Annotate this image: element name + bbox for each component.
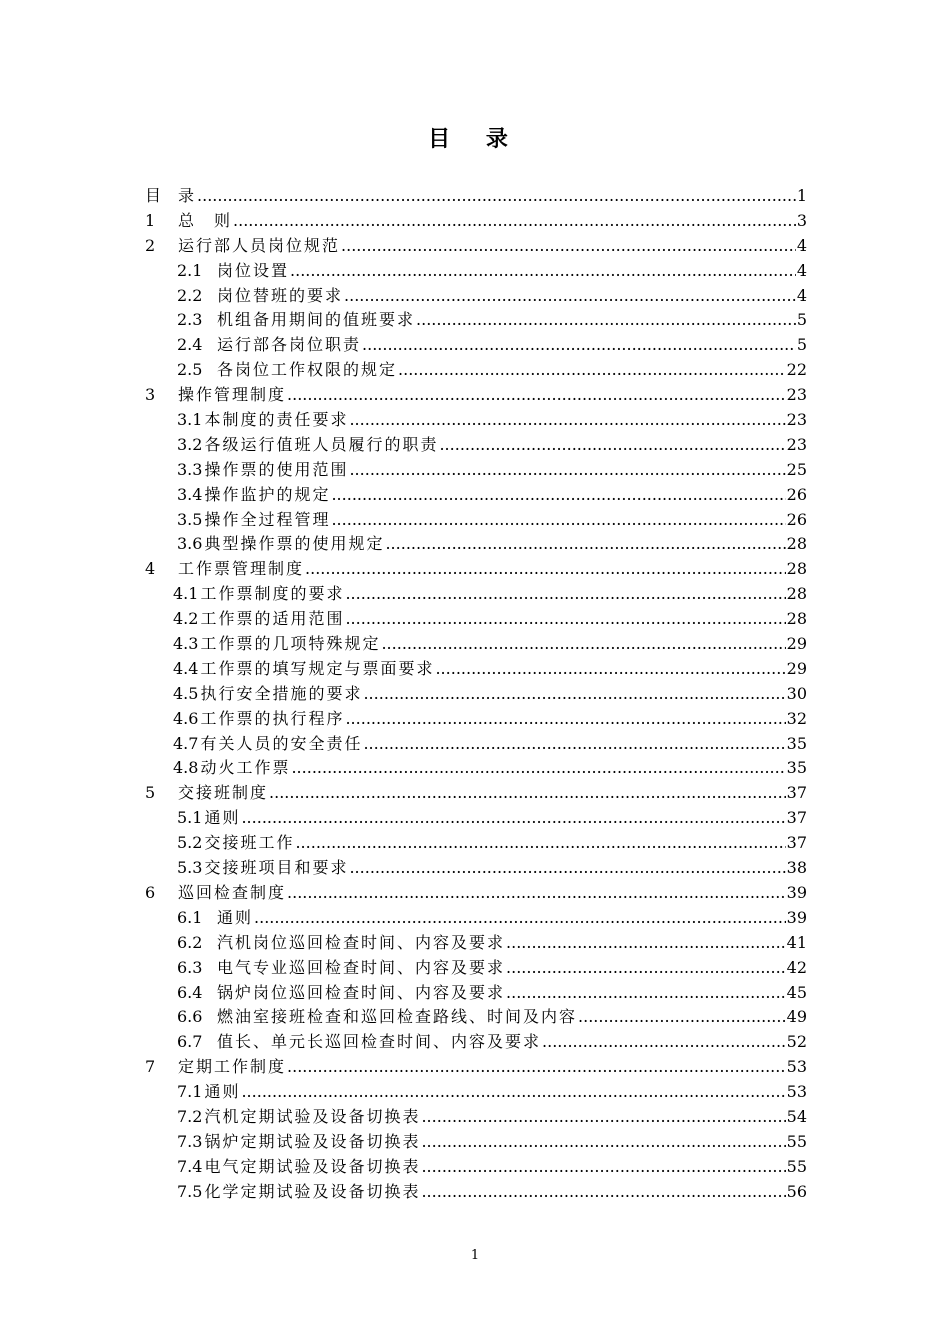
toc-number: 6.6 [177,1007,203,1027]
toc-number: 5.2 [177,833,203,853]
toc-page: 37 [786,808,807,828]
toc-page: 1 [796,186,807,205]
toc-number: 3.2 [177,434,203,454]
toc-number: 6 [145,882,156,902]
toc-label: 录 [178,186,197,205]
toc-leader [344,284,796,309]
toc-entry[interactable] [145,1155,807,1180]
toc-page: 55 [786,1156,807,1176]
toc-entry[interactable] [145,209,807,234]
toc-leader [421,1105,785,1130]
toc-label: 汽机定期试验及设备切换表 [204,1106,421,1126]
toc-leader [287,1055,786,1080]
toc-entry[interactable] [145,284,807,309]
page-number: 1 [470,1248,480,1263]
toc-label: 操作管理制度 [178,385,287,405]
toc-page: 53 [786,1082,807,1102]
toc-entry[interactable] [145,184,807,209]
toc-page: 39 [786,882,807,902]
toc-leader [287,881,786,906]
toc-label: 燃油室接班检查和巡回检查路线、时间及内容 [217,1007,578,1027]
toc-leader [233,209,796,234]
toc-number: 4.4 [173,658,199,678]
toc-label: 本制度的责任要求 [204,410,349,430]
toc-leader [341,234,796,259]
toc-label: 工作票的适用范围 [200,609,345,629]
toc-number: 5.3 [177,858,203,878]
toc-page: 28 [786,584,807,604]
toc-entry[interactable] [145,1130,807,1155]
toc-number: 4.6 [173,708,199,728]
toc-leader [385,532,785,557]
toc-label: 工作票的填写规定与票面要求 [200,658,435,678]
toc-label: 有关人员的安全责任 [200,733,363,753]
toc-label: 锅炉定期试验及设备切换表 [204,1131,421,1151]
toc-leader [362,333,796,358]
toc-page: 4 [796,235,807,255]
toc-entry[interactable] [145,1055,807,1080]
toc-leader [363,682,785,707]
toc-number: 4.2 [173,609,199,629]
toc-label: 执行安全措施的要求 [200,683,363,703]
toc-leader [506,931,786,956]
toc-number: 3.5 [177,509,203,529]
toc-leader [345,707,785,732]
toc-leader [241,1080,785,1105]
toc-label: 动火工作票 [200,758,291,778]
toc-entry[interactable] [145,1030,807,1055]
toc-entry[interactable] [145,483,807,508]
toc-entry[interactable] [145,931,807,956]
toc-leader [241,806,785,831]
toc-label: 工作票的执行程序 [200,708,345,728]
toc-leader [542,1030,786,1055]
toc-number: 6.4 [177,982,203,1002]
toc-entry[interactable] [145,1105,807,1130]
toc-entry[interactable] [145,1180,807,1205]
toc-page: 52 [786,1032,807,1052]
toc-label: 交接班工作 [204,833,295,853]
toc-number: 6.2 [177,932,203,952]
toc-leader [269,781,786,806]
toc-page: 28 [786,534,807,554]
toc-number: 3.3 [177,459,203,479]
toc-label: 岗位设置 [217,260,290,280]
toc-leader [506,981,786,1006]
toc-leader [290,259,796,284]
toc-leader [331,483,785,508]
toc-entry[interactable] [145,508,807,533]
toc-number: 7.4 [177,1156,203,1176]
toc-entry[interactable] [145,458,807,483]
toc-leader [349,458,785,483]
toc-leader [421,1180,785,1205]
toc-number: 2 [145,235,156,255]
toc-entry[interactable] [145,831,807,856]
toc-entry[interactable] [145,856,807,881]
toc-leader [363,732,785,757]
toc-number: 5.1 [177,808,203,828]
toc-entry[interactable] [145,408,807,433]
toc-page: 53 [786,1057,807,1077]
toc-entry[interactable] [145,981,807,1006]
toc-number: 目 [145,186,162,205]
toc-number: 4.1 [173,584,199,604]
toc-page: 23 [786,410,807,430]
toc-number: 4.7 [173,733,199,753]
toc-page: 42 [786,957,807,977]
toc-entry[interactable] [145,607,807,632]
toc-page: 28 [786,609,807,629]
toc-leader [254,906,786,931]
toc-page: 39 [786,907,807,927]
toc-number: 3.4 [177,484,203,504]
toc-page: 28 [786,559,807,579]
toc-label: 典型操作票的使用规定 [204,534,385,554]
toc-label: 各岗位工作权限的规定 [217,360,398,380]
toc-leader [578,1005,786,1030]
toc-label: 总 则 [178,210,233,230]
toc-leader [345,582,785,607]
toc-leader [305,557,786,582]
toc-label: 操作票的使用范围 [204,459,349,479]
toc-entry[interactable] [145,383,807,408]
toc-page: 41 [786,932,807,952]
toc-leader [291,756,785,781]
toc-number: 2.4 [177,335,203,355]
toc-label: 值长、单元长巡回检查时间、内容及要求 [217,1032,542,1052]
toc-page: 35 [786,758,807,778]
toc-entry[interactable] [145,657,807,682]
toc-label: 锅炉岗位巡回检查时间、内容及要求 [217,982,506,1002]
toc-number: 3.6 [177,534,203,554]
toc-leader [435,657,785,682]
toc-number: 5 [145,783,156,803]
toc-label: 交接班项目和要求 [204,858,349,878]
toc-page: 38 [786,858,807,878]
toc-page: 37 [786,783,807,803]
toc-label: 通则 [204,808,241,828]
toc-entry[interactable] [145,582,807,607]
toc-label: 交接班制度 [178,783,269,803]
toc-number: 2.5 [177,360,203,380]
toc-entry[interactable] [145,906,807,931]
toc-number: 4.3 [173,634,199,654]
toc-number: 7 [145,1057,156,1077]
toc-leader [197,184,796,209]
toc-label: 定期工作制度 [178,1057,287,1077]
toc-page: 26 [786,509,807,529]
toc-entry[interactable] [145,881,807,906]
toc-label: 各级运行值班人员履行的职责 [204,434,439,454]
toc-leader [421,1155,785,1180]
toc-leader [381,632,785,657]
toc-label: 岗位替班的要求 [217,285,344,305]
toc-entry[interactable] [145,956,807,981]
toc-entry[interactable] [145,806,807,831]
toc-number: 4 [145,559,156,579]
toc-label: 电气专业巡回检查时间、内容及要求 [217,957,506,977]
toc-number: 7.2 [177,1106,203,1126]
toc-entry[interactable] [145,1080,807,1105]
toc-entry[interactable] [145,632,807,657]
toc-label: 巡回检查制度 [178,882,287,902]
page-title: 目 录 [428,126,522,152]
toc-entry[interactable] [145,1005,807,1030]
toc-page: 25 [786,459,807,479]
toc-page: 37 [786,833,807,853]
toc-page: 3 [796,210,807,230]
toc-number: 3 [145,385,156,405]
toc-number: 6.3 [177,957,203,977]
toc-entry[interactable] [145,756,807,781]
toc-page: 5 [796,310,807,330]
toc-label: 操作全过程管理 [204,509,331,529]
toc-entry[interactable] [145,308,807,333]
toc-number: 2.2 [177,285,203,305]
toc-label: 运行部人员岗位规范 [178,235,341,255]
toc-number: 7.1 [177,1082,203,1102]
toc-number: 3.1 [177,410,203,430]
toc-page: 5 [796,335,807,355]
toc-page: 54 [786,1106,807,1126]
toc-number: 7.5 [177,1181,203,1201]
toc-entry[interactable] [145,532,807,557]
toc-entry[interactable] [145,259,807,284]
toc-leader [349,856,785,881]
toc-entry[interactable] [145,781,807,806]
toc-page: 32 [786,708,807,728]
toc-page: 29 [786,634,807,654]
toc-label: 操作监护的规定 [204,484,331,504]
toc-label: 机组备用期间的值班要求 [217,310,416,330]
toc-leader [421,1130,785,1155]
toc-entry[interactable] [145,682,807,707]
toc-leader [439,433,785,458]
toc-page: 23 [786,434,807,454]
toc-number: 4.5 [173,683,199,703]
toc-page: 45 [786,982,807,1002]
toc-entry[interactable] [145,732,807,757]
toc-page: 22 [786,360,807,380]
toc-number: 1 [145,210,156,230]
toc-leader [416,308,796,333]
toc-leader [349,408,785,433]
toc-label: 工作票管理制度 [178,559,305,579]
toc-leader [398,358,786,383]
toc-leader [295,831,785,856]
toc-entry[interactable] [145,234,807,259]
toc-entry[interactable] [145,557,807,582]
toc-entry[interactable] [145,433,807,458]
toc-page: 49 [786,1007,807,1027]
toc-leader [506,956,786,981]
toc-page: 26 [786,484,807,504]
toc-number: 6.1 [177,907,203,927]
toc-page: 35 [786,733,807,753]
toc-label: 工作票制度的要求 [200,584,345,604]
toc-label: 工作票的几项特殊规定 [200,634,381,654]
toc-label: 运行部各岗位职责 [217,335,362,355]
toc-number: 6.7 [177,1032,203,1052]
toc-label: 通则 [204,1082,241,1102]
toc-page: 30 [786,683,807,703]
toc-page: 23 [786,385,807,405]
toc-number: 2.1 [177,260,203,280]
toc-page: 56 [786,1181,807,1201]
toc-number: 4.8 [173,758,199,778]
toc-label: 通则 [217,907,254,927]
toc-number: 2.3 [177,310,203,330]
toc-page: 4 [796,285,807,305]
toc-entry[interactable] [145,358,807,383]
toc-label: 电气定期试验及设备切换表 [204,1156,421,1176]
table-of-contents [145,184,807,1205]
toc-entry[interactable] [145,333,807,358]
toc-page: 29 [786,658,807,678]
toc-label: 汽机岗位巡回检查时间、内容及要求 [217,932,506,952]
toc-leader [287,383,786,408]
toc-label: 化学定期试验及设备切换表 [204,1181,421,1201]
toc-page: 4 [796,260,807,280]
toc-leader [345,607,785,632]
toc-entry[interactable] [145,707,807,732]
toc-page: 55 [786,1131,807,1151]
toc-leader [331,508,785,533]
toc-number: 7.3 [177,1131,203,1151]
